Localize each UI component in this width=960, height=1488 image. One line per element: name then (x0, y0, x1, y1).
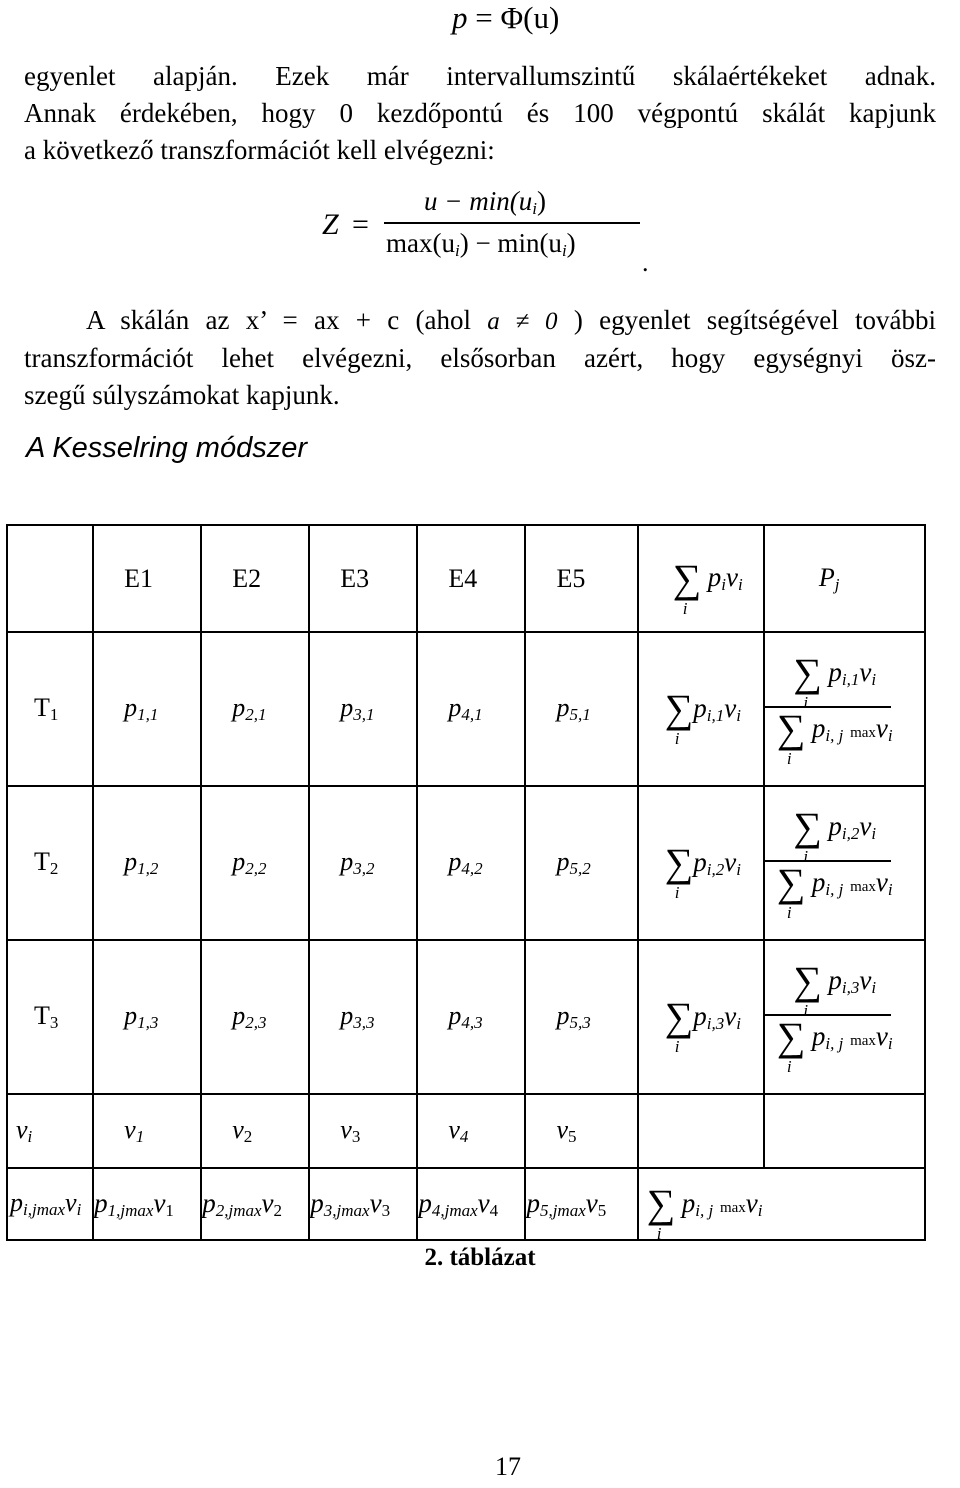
row-sum-cell (638, 632, 764, 786)
pv-cell-4: $p_{4,jmax}v_4$ (417, 1168, 525, 1240)
sigma-symbol: ∑ i (664, 994, 694, 1057)
pv-p-sub: 4,jmax (431, 1200, 478, 1220)
header-e1: E1 (93, 525, 201, 632)
pv-sigma-symbol: ∑ i (646, 1181, 676, 1244)
table-cell: $p_{5,2}$ (525, 786, 637, 940)
header-P: P (818, 562, 835, 592)
v-cell-5-sub: 5 (568, 1127, 577, 1146)
header-e4: E4 (417, 525, 525, 632)
header-e2: E2 (201, 525, 309, 632)
table-cell: $p_{2,3}$ (201, 940, 309, 1094)
sigma-symbol: ∑ i (664, 686, 694, 749)
pv-p-sub: 5,jmax (539, 1200, 586, 1220)
condition-formula: a ≠ 0 (487, 308, 558, 335)
table-cell: $p_{1,1}$ (93, 632, 201, 786)
pv-v-sub: 1 (165, 1200, 174, 1220)
ratio-denominator: ∑ i $p_{i, j}$ maxv$_i$ (776, 1014, 893, 1077)
table-cell: $p_{2,1}$ (201, 632, 309, 786)
table-header-row (7, 525, 925, 632)
ratio-denominator: ∑ i $p_{i, j}$ maxv$_i$ (776, 706, 893, 769)
header-sum-pv (638, 525, 764, 632)
row-sum-expression: $p_{i,1}v_i$ (693, 692, 741, 725)
z-den-a-sub: i (454, 241, 460, 260)
pv-label-v: v (65, 1188, 77, 1217)
header-empty-cell (7, 525, 93, 632)
pv-v-sub: 5 (597, 1200, 607, 1220)
sum-expression (708, 562, 743, 595)
pv-v-sub: 4 (489, 1200, 499, 1220)
v-cell-2-v: v (232, 1115, 244, 1144)
v-cell-3-sub: 3 (351, 1127, 361, 1146)
row-sum-sub: i,1 (706, 705, 725, 725)
z-numerator-end: ) (536, 186, 546, 216)
row-sum-sub: i,2 (706, 859, 725, 879)
pv-p-sub: 2,jmax (215, 1200, 262, 1220)
z-period: . (642, 248, 649, 277)
sigma-symbol: ∑ i (664, 840, 694, 903)
ratio-fraction (765, 650, 897, 769)
row-sum-expression: $p_{i,2}v_i$ (693, 846, 741, 879)
z-numerator-sub: i (532, 199, 537, 218)
table-cell: $p_{4,3}$ (417, 940, 525, 1094)
pv-label-v-sub: i (76, 1200, 82, 1219)
row-label: $T_2$ (7, 786, 93, 940)
paragraph-2-line-2: transzformációt lehet elvégezni, elsősorban azért, hogy egységnyi ösz- (24, 343, 936, 373)
pv-p-sub: 1,jmax (107, 1200, 154, 1220)
header-e3: E3 (309, 525, 417, 632)
ratio-fraction (765, 804, 897, 923)
pv-row (7, 1168, 925, 1240)
row-sum-sub: i,3 (706, 1013, 725, 1033)
v-cell-1-v: v (124, 1115, 136, 1144)
pv-p-sub: 3,jmax (323, 1200, 370, 1220)
pv-cell-5: $p_{5,jmax}v_5$ (525, 1168, 637, 1240)
table-cell: $p_{1,2}$ (93, 786, 201, 940)
pv-v-sub: 2 (273, 1200, 282, 1220)
sum-v: v (725, 562, 738, 593)
v-row (7, 1094, 925, 1168)
v-cell-5 (525, 1094, 637, 1168)
table-cell: $p_{5,3}$ (525, 940, 637, 1094)
z-den-b-sub: i (561, 241, 567, 260)
v-cell-3 (309, 1094, 417, 1168)
z-lhs: Z (322, 208, 339, 241)
pv-sum-cell (638, 1168, 925, 1244)
page-number: 17 (495, 1452, 521, 1481)
row-label: $T_3$ (7, 940, 93, 1094)
sigma-index: i (682, 598, 688, 618)
row-ratio-cell (764, 632, 925, 786)
sigma-index: i (674, 729, 680, 749)
row-sum-cell (638, 786, 764, 940)
pv-v-sub: 3 (381, 1200, 391, 1220)
paragraph-2 (24, 302, 936, 414)
table-cell: $p_{3,3}$ (309, 940, 417, 1094)
row-sum-cell (638, 940, 764, 1094)
v-cell-empty-2 (764, 1094, 925, 1168)
sigma-index: i (674, 1037, 680, 1057)
z-formula (322, 186, 652, 276)
table-body (7, 632, 925, 1094)
ratio-numerator: ∑ i $p_{i,1}v_i$ (793, 650, 877, 712)
ratio-numerator: ∑ i $p_{i,2}v_i$ (793, 804, 877, 866)
v-cell-1 (93, 1094, 201, 1168)
z-denominator (386, 228, 576, 261)
z-eq: = (352, 208, 369, 241)
table-cell: $p_{4,2}$ (417, 786, 525, 940)
ratio-numerator: ∑ i $p_{i,3}v_i$ (793, 958, 877, 1020)
pv-label-p: p (10, 1188, 23, 1217)
sum-p-sub: i (721, 575, 726, 595)
paragraph-1-line-1: egyenlet alapján. Ezek már intervallumszintű skálaértékeket adnak. (24, 61, 936, 91)
pv-cell-3: $p_{3,jmax}v_3$ (309, 1168, 417, 1240)
table-cell: $p_{3,1}$ (309, 632, 417, 786)
paragraph-2-line-1 (24, 302, 936, 340)
z-den-end: ) (566, 228, 576, 258)
v-cell-2-sub: 2 (243, 1127, 253, 1146)
v-label-sub: i (27, 1127, 33, 1146)
v-label: v (16, 1115, 28, 1144)
row-ratio-cell (764, 940, 925, 1094)
z-den-a: max(u (386, 228, 455, 258)
table-cell: $p_{4,1}$ (417, 632, 525, 786)
table-cell: $p_{3,2}$ (309, 786, 417, 940)
paragraph-1-line-2: Annak érdekében, hogy 0 kezdőpontú és 100 végpontú skálát kapjunk (24, 98, 936, 128)
table-row (7, 632, 925, 786)
paragraph-1-line-3: a következő transzformációt kell elvégezni: (24, 135, 495, 165)
v-cell-2 (201, 1094, 309, 1168)
formula-rhs: Φ(u) (500, 0, 560, 35)
header-e5: E5 (525, 525, 637, 632)
row-ratio-cell (764, 786, 925, 940)
row-sum-expression: $p_{i,3}v_i$ (693, 1000, 741, 1033)
v-cell-4-sub: 4 (459, 1127, 469, 1146)
pv-cell-2: $p_{2,jmax}v_2$ (201, 1168, 309, 1240)
table-cell: $p_{2,2}$ (201, 786, 309, 940)
header-P-sub: j (834, 574, 840, 594)
pv-sum-expression: $p_{i, j}$ maxv$_i$ (681, 1187, 763, 1220)
v-row-label (7, 1094, 93, 1168)
formula-eq: = (475, 0, 493, 35)
sigma-index: i (674, 883, 680, 903)
table-row (7, 786, 925, 940)
formula-lhs: p (452, 0, 468, 35)
pv-row-label (7, 1168, 93, 1240)
sum-v-sub: i (737, 575, 743, 595)
table-cell: $p_{1,3}$ (93, 940, 201, 1094)
top-formula (452, 0, 559, 36)
ratio-denominator: ∑ i $p_{i, j}$ maxv$_i$ (776, 860, 893, 923)
sigma-symbol: ∑ i (672, 555, 702, 618)
table-row (7, 940, 925, 1094)
pv-sum-sub: i, j (695, 1200, 714, 1220)
header-pj (764, 525, 925, 632)
z-numerator-text: u − min(u (424, 186, 533, 216)
pv-cell-1: $p_{1,jmax}v_1$ (93, 1168, 201, 1240)
v-cell-5-v: v (556, 1115, 568, 1144)
v-cell-3-v: v (340, 1115, 352, 1144)
z-den-b: ) − min(u (459, 228, 562, 258)
kesselring-table (6, 524, 926, 1244)
v-cell-1-sub: 1 (135, 1127, 145, 1146)
pv-label-p-sub: i,jmax (23, 1200, 66, 1219)
paragraph-2-line-1-b: ) egyenlet segítségével további (573, 305, 937, 335)
pv-sigma-index: i (656, 1224, 662, 1244)
v-cell-4-v: v (448, 1115, 460, 1144)
z-numerator (424, 186, 546, 219)
paragraph-2-line-3: szegű súlyszámokat kapjunk. (24, 380, 340, 410)
v-cell-4 (417, 1094, 525, 1168)
table-cell: $p_{5,1}$ (525, 632, 637, 786)
v-cell-empty-1 (638, 1094, 764, 1168)
paragraph-2-line-1-a: A skálán az x’ = ax + c (ahol (86, 305, 471, 335)
ratio-fraction (765, 958, 897, 1077)
paragraph-1 (24, 58, 936, 169)
table-caption: 2. táblázat (424, 1244, 536, 1271)
row-label: $T_1$ (7, 632, 93, 786)
z-fraction-bar (384, 222, 640, 224)
pv-sum-max: max (719, 1199, 746, 1216)
sum-p: p (707, 562, 722, 593)
section-heading: A Kesselring módszer (26, 432, 307, 464)
